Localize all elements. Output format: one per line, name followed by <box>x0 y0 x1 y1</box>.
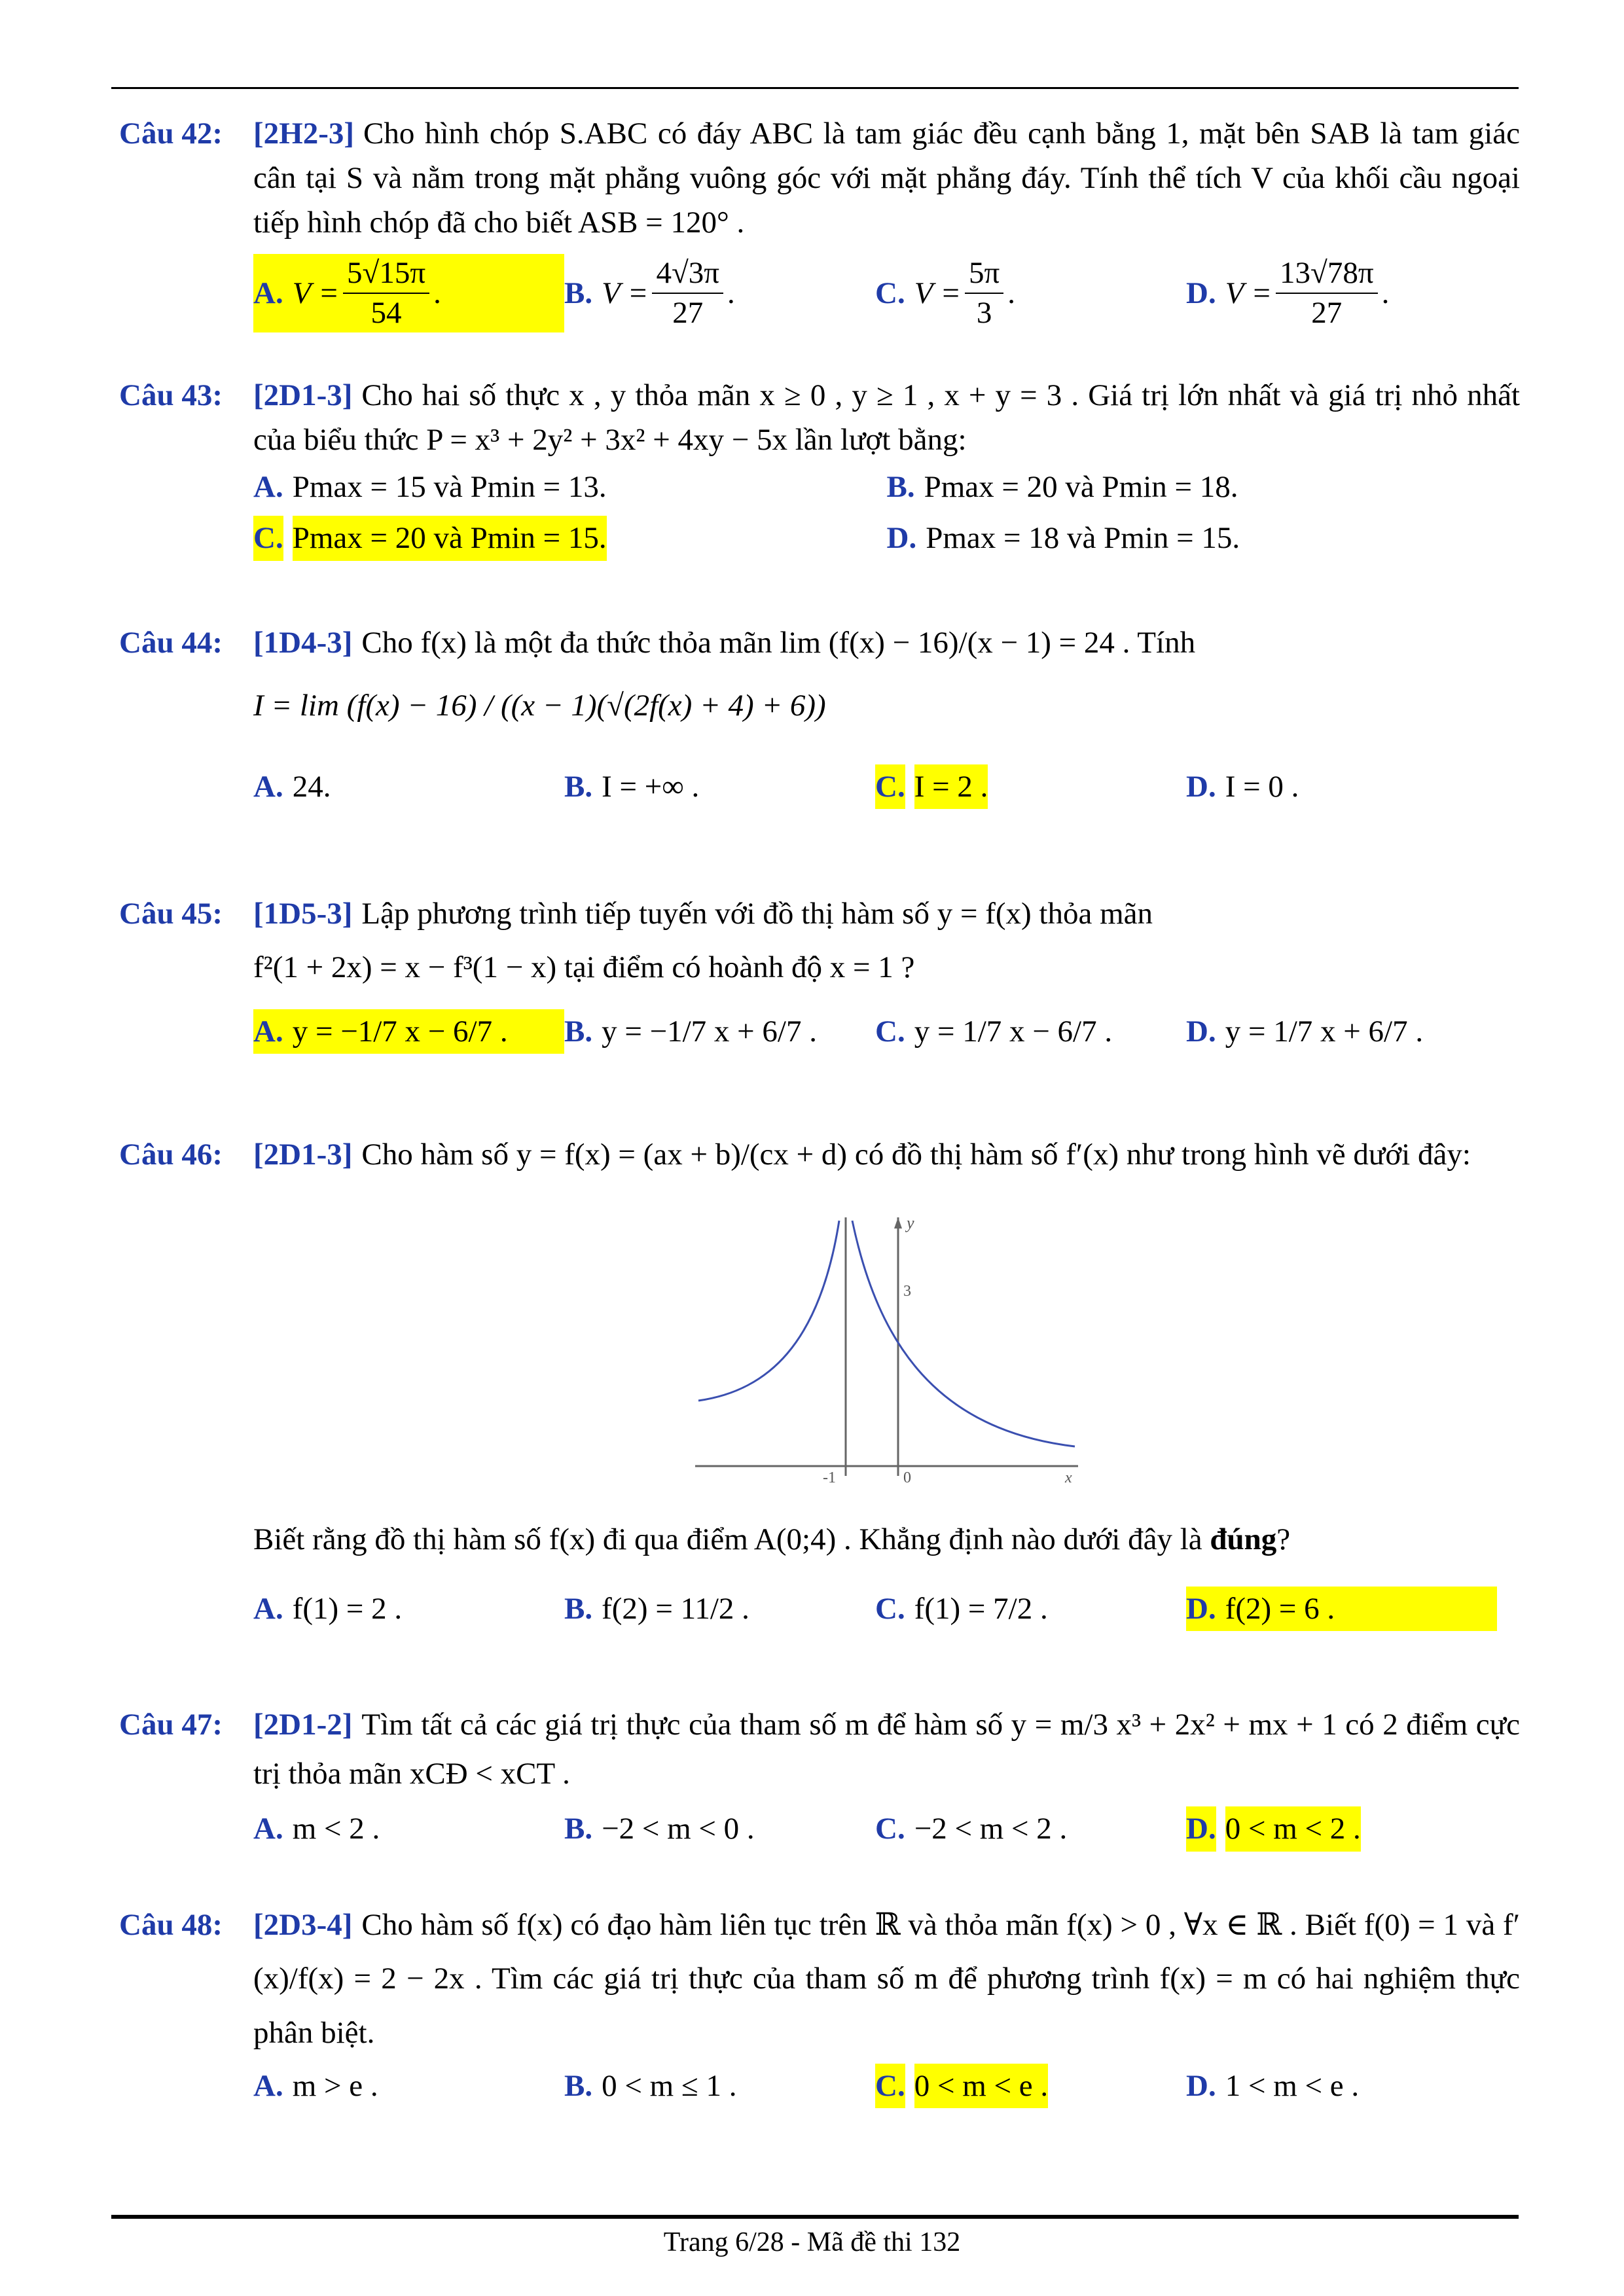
curve-right <box>852 1221 1075 1446</box>
option-letter: B. <box>564 770 593 804</box>
option-b[interactable] <box>564 764 875 809</box>
question-tag: [1D4-3] <box>253 626 353 660</box>
curve-left <box>698 1221 839 1401</box>
option-letter: B. <box>564 1812 593 1846</box>
options <box>253 254 1520 332</box>
option-a[interactable] <box>253 1806 564 1851</box>
option-lhs: V = <box>602 276 649 311</box>
question-text: Cho hai số thực x , y thỏa mãn x ≥ 0 , y ≥ 1 , x + y = 3 . Giá trị lớn nhất và giá trị nhỏ nhất của biểu thức P = x³ + 2y² + 3x² + 4xy − 5x lần lượt bằng: <box>253 378 1520 457</box>
option-d[interactable] <box>1186 1009 1497 1054</box>
question-tag: [2D1-3] <box>253 1138 353 1172</box>
option-text: 0 < m ≤ 1 . <box>602 2068 737 2103</box>
question-text: Cho f(x) là một đa thức thỏa mãn lim (f(x) − 16)/(x − 1) = 24 . Tính <box>361 626 1196 660</box>
fraction-denominator: 27 <box>1311 296 1343 331</box>
option-c[interactable] <box>875 1587 1186 1631</box>
option-letter: D. <box>1186 2068 1216 2103</box>
option-text: Pmax = 20 và Pmin = 15. <box>293 516 607 560</box>
option-letter: D. <box>1186 1806 1216 1851</box>
option-letter: B. <box>564 1014 593 1049</box>
question-label: Câu 42: <box>119 117 223 151</box>
question-46-continued <box>119 1517 1520 1631</box>
option-tail: . <box>1381 276 1390 311</box>
options <box>253 516 1520 560</box>
options <box>253 764 1520 809</box>
option-d[interactable] <box>1186 1587 1497 1631</box>
option-text: y = −1/7 x + 6/7 . <box>602 1014 817 1049</box>
option-letter: A. <box>253 2068 283 2103</box>
option-letter: D. <box>1186 1014 1216 1049</box>
options <box>253 1587 1520 1631</box>
tick-three: 3 <box>903 1283 911 1300</box>
question-label: Câu 44: <box>119 626 223 660</box>
option-c[interactable] <box>875 1806 1186 1851</box>
option-letter: D. <box>1186 1592 1216 1626</box>
question-label: Câu 48: <box>119 1908 223 1942</box>
option-letter: C. <box>875 1592 905 1626</box>
option-c[interactable] <box>875 764 1186 809</box>
option-a[interactable] <box>253 1009 564 1054</box>
header-rule <box>111 87 1519 89</box>
option-text: f(2) = 6 . <box>1225 1592 1335 1626</box>
option-text: −2 < m < 2 . <box>914 1812 1068 1846</box>
option-a[interactable] <box>253 764 564 809</box>
option-letter: A. <box>253 470 283 505</box>
option-c[interactable] <box>253 516 887 560</box>
tick-neg-one: -1 <box>823 1469 836 1482</box>
options <box>253 2064 1520 2108</box>
question-label: Câu 47: <box>119 1708 223 1742</box>
option-text: 0 < m < 2 . <box>1225 1806 1361 1851</box>
option-a[interactable] <box>253 2064 564 2108</box>
option-letter: A. <box>253 1812 283 1846</box>
option-c[interactable] <box>875 2064 1186 2108</box>
option-text: f(2) = 11/2 . <box>602 1592 749 1626</box>
question-text-after-graph <box>253 1517 1520 1562</box>
question-46 <box>119 1132 1520 1177</box>
option-tail: . <box>433 276 441 311</box>
option-letter: B. <box>564 1592 593 1626</box>
option-letter: B. <box>886 470 915 505</box>
footer-rule <box>111 2215 1519 2219</box>
question-44 <box>119 620 1520 809</box>
question-tag: [2D3-4] <box>253 1908 353 1942</box>
fraction-numerator: 5√15π <box>343 254 429 294</box>
option-d[interactable] <box>1186 2064 1497 2108</box>
option-tail: . <box>1007 276 1016 311</box>
emphasis-text: đúng <box>1210 1522 1277 1556</box>
option-b[interactable] <box>564 1009 875 1054</box>
option-b[interactable] <box>564 1587 875 1631</box>
option-text: y = 1/7 x − 6/7 . <box>914 1014 1113 1049</box>
x-axis-label: x <box>1065 1469 1072 1482</box>
fraction-denominator: 54 <box>370 296 402 331</box>
y-axis-label: y <box>907 1214 914 1232</box>
option-c[interactable] <box>875 1009 1186 1054</box>
option-text: m < 2 . <box>292 1812 380 1846</box>
option-b[interactable] <box>564 1806 875 1851</box>
question-tag: [2D1-3] <box>253 378 353 412</box>
option-letter: A. <box>253 1592 283 1626</box>
option-a[interactable] <box>253 465 887 509</box>
option-d[interactable] <box>1186 1806 1497 1851</box>
option-b[interactable] <box>564 2064 875 2108</box>
option-letter: B. <box>564 2068 593 2103</box>
fraction-denominator: 27 <box>672 296 704 331</box>
option-text: f(1) = 7/2 . <box>914 1592 1048 1626</box>
page-footer: Trang 6/28 - Mã đề thi 132 <box>663 2227 961 2257</box>
option-text: I = 2 . <box>914 764 988 809</box>
fraction-numerator: 5π <box>965 254 1003 294</box>
option-text: 24. <box>292 770 331 804</box>
option-letter: A. <box>253 276 283 311</box>
option-text: −2 < m < 0 . <box>602 1812 755 1846</box>
question-text-line2 <box>253 945 1520 990</box>
option-letter: A. <box>253 1014 283 1049</box>
fraction-numerator: 4√3π <box>652 254 723 294</box>
option-letter: C. <box>875 2064 905 2108</box>
option-d[interactable] <box>1186 254 1497 332</box>
question-45 <box>119 891 1520 1054</box>
question-42 <box>119 111 1520 332</box>
question-47 <box>119 1700 1520 1852</box>
question-label: Câu 46: <box>119 1138 223 1172</box>
question-43 <box>119 373 1520 561</box>
option-lhs: V = <box>292 276 340 311</box>
question-text: f²(1 + 2x) = x − f³(1 − x) tại điểm có hoành độ x = 1 ? <box>253 950 915 985</box>
option-letter: C. <box>253 516 283 560</box>
question-text: Lập phương trình tiếp tuyến với đồ thị hàm số y = f(x) thỏa mãn <box>361 897 1153 931</box>
option-text: f(1) = 2 . <box>292 1592 403 1626</box>
option-a[interactable] <box>253 1587 564 1631</box>
option-text: y = −1/7 x − 6/7 . <box>292 1014 508 1049</box>
option-lhs: V = <box>914 276 962 311</box>
option-a[interactable] <box>253 254 564 332</box>
option-letter: C. <box>875 764 905 809</box>
fraction-numerator: 13√78π <box>1276 254 1378 294</box>
option-text: Pmax = 15 và Pmin = 13. <box>292 470 607 505</box>
option-text: Pmax = 20 và Pmin = 18. <box>924 470 1238 505</box>
question-tag: [2D1-2] <box>253 1708 353 1742</box>
question-label: Câu 45: <box>119 897 223 931</box>
options <box>253 1009 1520 1054</box>
option-c[interactable] <box>875 254 1186 332</box>
option-d[interactable] <box>887 516 1521 560</box>
option-text: m > e . <box>292 2068 378 2103</box>
question-end: ? <box>1276 1522 1291 1556</box>
option-text: Pmax = 18 và Pmin = 15. <box>926 521 1240 556</box>
question-tag: [2H2-3] <box>253 117 355 151</box>
option-text: 1 < m < e . <box>1225 2068 1360 2103</box>
option-letter: C. <box>875 1014 905 1049</box>
question-text: Cho hàm số f(x) có đạo hàm liên tục trên ℝ và thỏa mãn f(x) > 0 , ∀x ∈ ℝ . Biết f(0) = 1 và f′(x)/f(x) = 2 − 2x . Tìm các giá trị thực của tham số m để phương trình f(x) = m có hai nghiệm thực phân biệt. <box>253 1908 1520 2050</box>
option-text: I = 0 . <box>1225 770 1299 804</box>
question-tag: [1D5-3] <box>253 897 353 931</box>
option-lhs: V = <box>1225 276 1272 311</box>
option-letter: C. <box>875 1812 905 1846</box>
option-b[interactable] <box>887 465 1521 509</box>
y-arrow <box>894 1217 902 1229</box>
question-text: Cho hình chóp S.ABC có đáy ABC là tam giác đều cạnh bằng 1, mặt bên SAB là tam giác cân tại S và nằm trong mặt phẳng vuông góc với mặt phẳng đáy. Tính thể tích V của khối cầu ngoại tiếp hình chóp đã cho biết ASB = 120° . <box>253 117 1520 240</box>
question-text: Cho hàm số y = f(x) = (ax + b)/(cx + d) có đồ thị hàm số f′(x) như trong hình vẽ dưới đây: <box>361 1138 1471 1172</box>
expression: I = lim (f(x) − 16) / ((x − 1)(√(2f(x) + 4) + 6)) <box>253 689 826 723</box>
option-text: 0 < m < e . <box>914 2064 1048 2108</box>
option-letter: A. <box>253 770 283 804</box>
derivative-graph <box>689 1214 1081 1482</box>
option-letter: D. <box>1186 770 1216 804</box>
fraction-denominator: 3 <box>976 296 992 331</box>
option-text: y = 1/7 x + 6/7 . <box>1225 1014 1424 1049</box>
question-text: Tìm tất cả các giá trị thực của tham số m để hàm số y = m/3 x³ + 2x² + mx + 1 có 2 điểm cực trị thỏa mãn xCĐ < xCT . <box>253 1708 1520 1791</box>
option-letter: D. <box>886 521 917 556</box>
question-48 <box>119 1898 1520 2108</box>
question-text: Biết rằng đồ thị hàm số f(x) đi qua điểm A(0;4) . Khẳng định nào dưới đây là <box>253 1522 1202 1556</box>
origin-label: 0 <box>903 1469 911 1482</box>
option-letter: D. <box>1186 276 1216 311</box>
option-text: I = +∞ . <box>602 770 700 804</box>
option-d[interactable] <box>1186 764 1497 809</box>
option-letter: C. <box>875 276 905 311</box>
option-tail: . <box>727 276 735 311</box>
options <box>253 465 1520 509</box>
question-label: Câu 43: <box>119 378 223 412</box>
option-b[interactable] <box>564 254 875 332</box>
option-letter: B. <box>564 276 593 311</box>
options <box>253 1806 1520 1851</box>
limit-expression <box>253 683 1520 728</box>
